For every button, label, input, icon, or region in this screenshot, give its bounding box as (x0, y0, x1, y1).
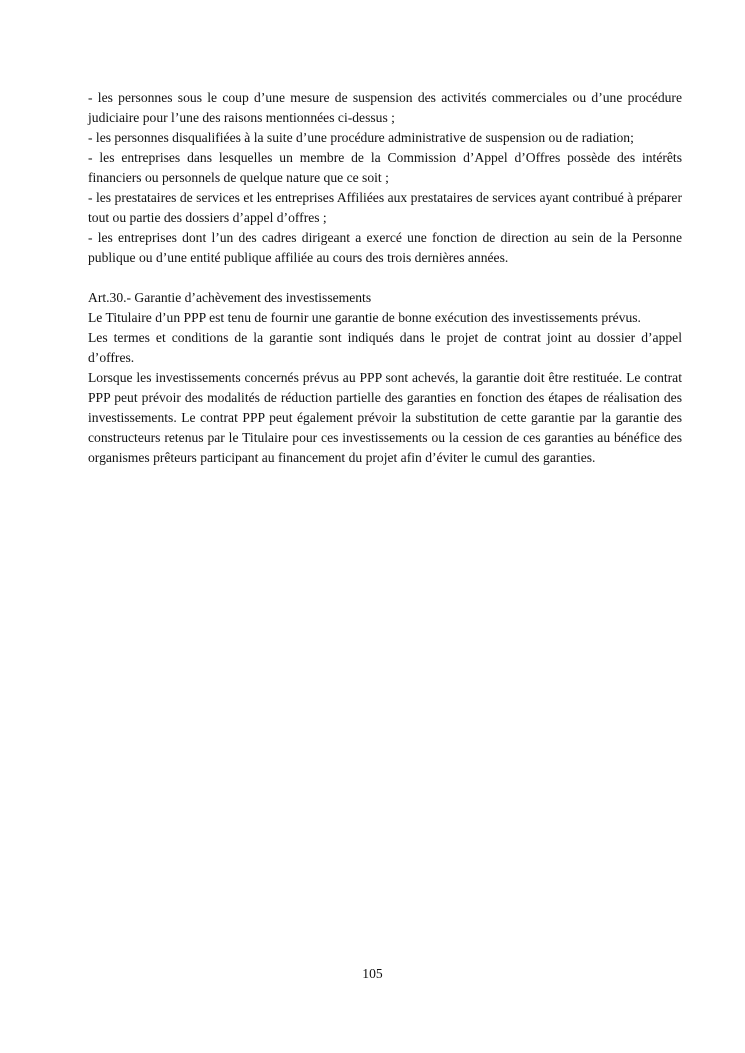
list-item: - les entreprises dont l’un des cadres dirigeant a exercé une fonction de direction au sein de la Personne publique ou d’une entité publique affiliée au cours des trois dernières années. (88, 230, 682, 265)
article-paragraph: Le Titulaire d’un PPP est tenu de fournir une garantie de bonne exécution des investissements prévus. (88, 310, 641, 325)
list-item: - les personnes sous le coup d’une mesure de suspension des activités commerciales ou d’une procédure judiciaire pour l’une des raisons mentionnées ci-dessus ; (88, 90, 682, 125)
list-item: - les personnes disqualifiées à la suite d’une procédure administrative de suspension ou de radiation; (88, 130, 634, 145)
article-paragraph: Les termes et conditions de la garantie sont indiqués dans le projet de contrat joint au dossier d’appel d’offres. (88, 330, 682, 365)
article-paragraph: Lorsque les investissements concernés prévus au PPP sont achevés, la garantie doit être restituée. Le contrat PPP peut prévoir des modalités de réduction partielle des garanties en fonction des étapes de réalisation des investissements. Le contrat PPP peut également prévoir la substitution de cette garantie par la garantie des constructeurs retenus par le Titulaire pour ces investissements ou la cession de ces garanties au bénéfice des organismes prêteurs participant au financement du projet afin d’éviter le cumul des garanties. (88, 370, 682, 465)
article-30-section (88, 288, 682, 468)
page-content (88, 88, 682, 488)
page-number: 105 (362, 966, 383, 981)
list-item: - les prestataires de services et les entreprises Affiliées aux prestataires de services ayant contribué à préparer tout ou partie des dossiers d’appel d’offres ; (88, 190, 682, 225)
article-title: Art.30.- Garantie d’achèvement des investissements (88, 290, 372, 305)
list-item: - les entreprises dans lesquelles un membre de la Commission d’Appel d’Offres possède des intérêts financiers ou personnels de quelque nature que ce soit ; (88, 150, 682, 185)
exclusion-list (88, 88, 682, 268)
